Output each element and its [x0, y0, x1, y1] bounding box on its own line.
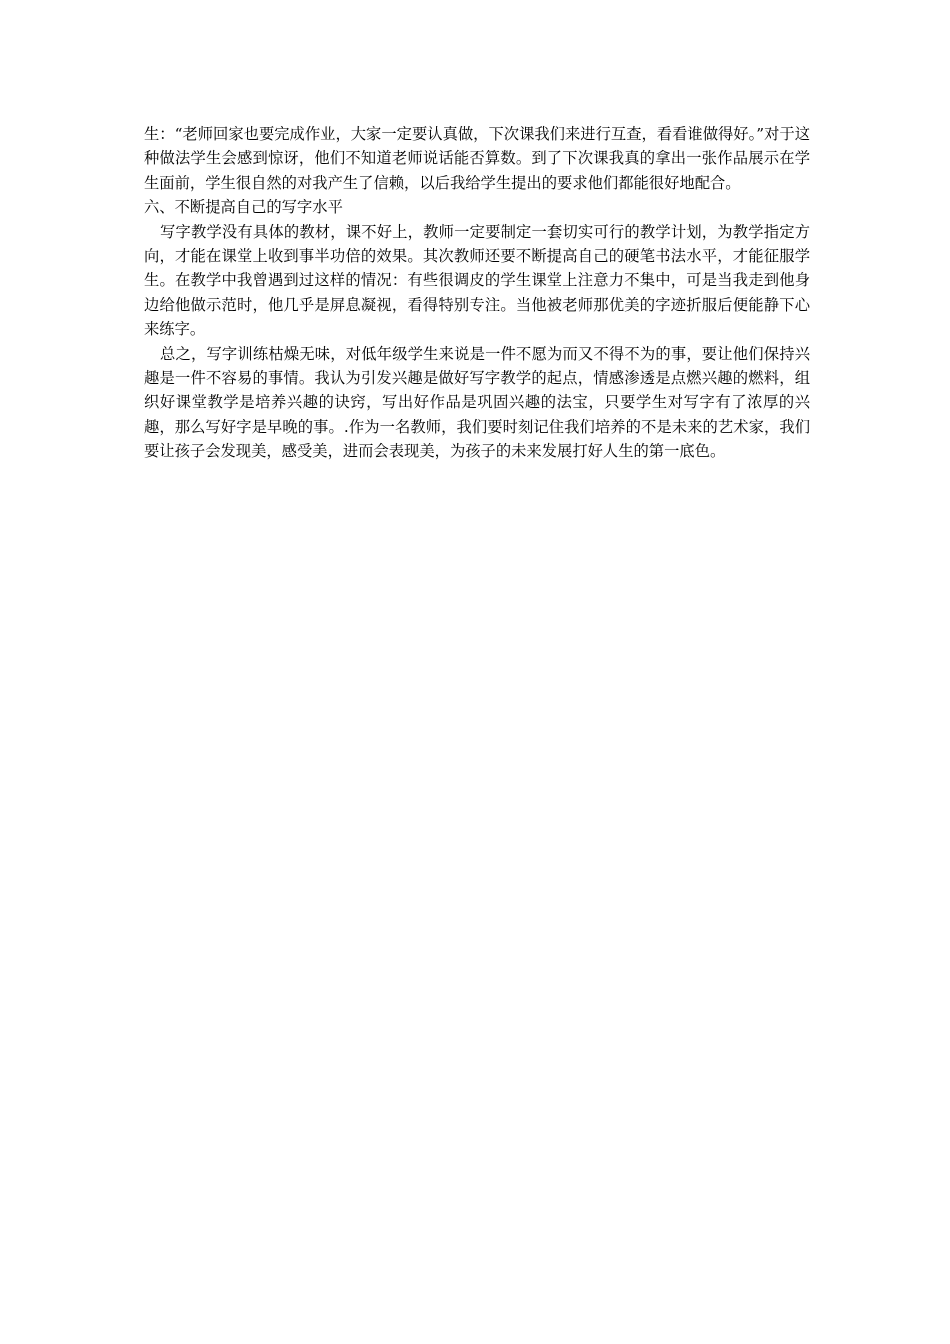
paragraph-conclusion: 总之，写字训练枯燥无味，对低年级学生来说是一件不愿为而又不得不为的事，要让他们保持兴趣是一件不容易的事情。我认为引发兴趣是做好写字教学的起点，情感渗透是点燃兴趣的燃料，组织好课堂教学是培养兴趣的诀窍，写出好作品是巩固兴趣的法宝，只要学生对写字有了浓厚的兴趣，那么写好字是早晚的事。.作为一名教师，我们要时刻记住我们培养的不是未来的艺术家，我们要让孩子会发现美，感受美，进而会表现美，为孩子的未来发展打好人生的第一底色。: [144, 344, 810, 461]
paragraph-continuation: 生：“老师回家也要完成作业，大家一定要认真做，下次课我们来进行互查，看看谁做得好。”对于这种做法学生会感到惊讶，他们不知道老师说话能否算数。到了下次课我真的拿出一张作品展示在学生面前，学生很自然的对我产生了信赖，以后我给学生提出的要求他们都能很好地配合。: [144, 125, 810, 192]
document-body: [144, 122, 810, 464]
paragraph-teacher-skill: 写字教学没有具体的教材，课不好上，教师一定要制定一套切实可行的教学计划，为教学指定方向，才能在课堂上收到事半功倍的效果。其次教师还要不断提高自己的硬笔书法水平，才能征服学生。在教学中我曾遇到过这样的情况：有些很调皮的学生课堂上注意力不集中，可是当我走到他身边给他做示范时，他几乎是屏息凝视，看得特别专注。当他被老师那优美的字迹折服后便能静下心来练字。: [144, 222, 810, 339]
section-heading: 六、不断提高自己的写字水平: [144, 198, 343, 217]
